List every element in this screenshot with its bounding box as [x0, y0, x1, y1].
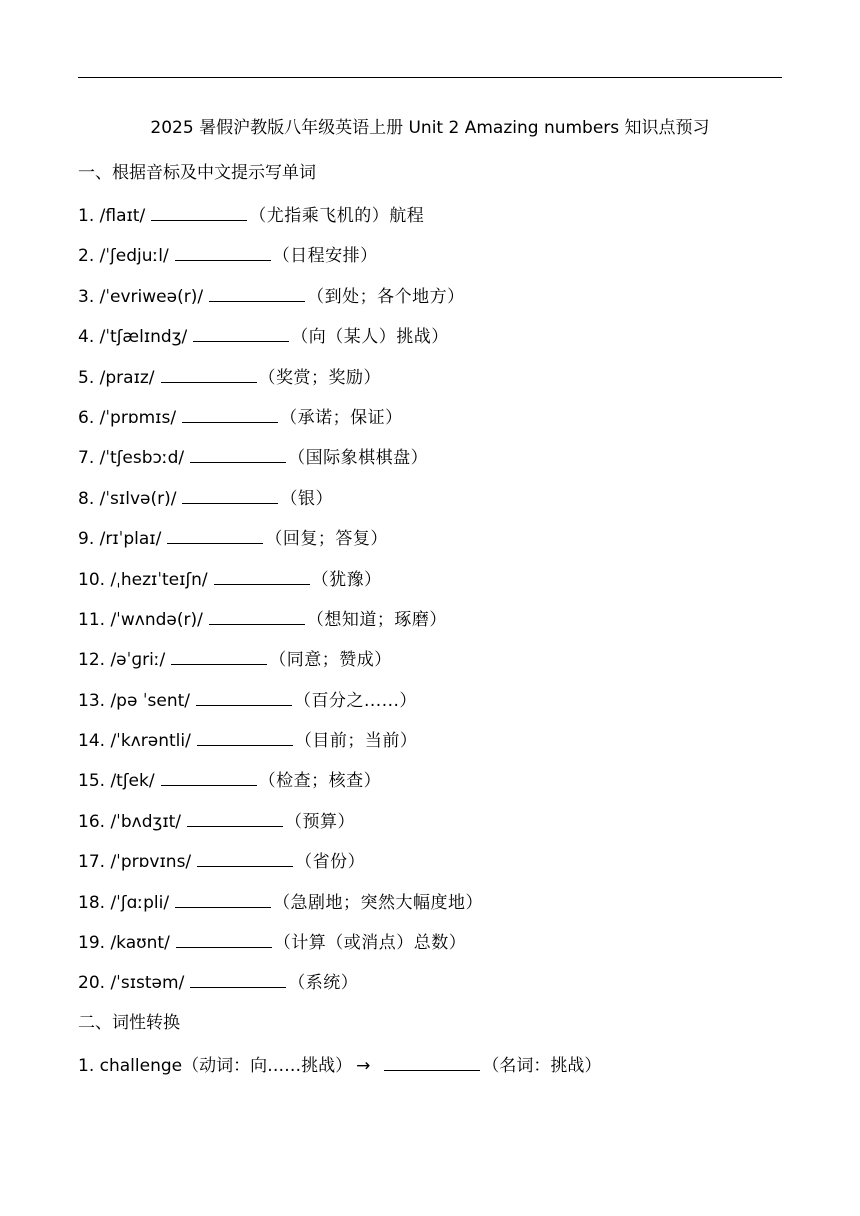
exercise-item — [78, 323, 483, 363]
chinese-hint: （系统） — [288, 973, 359, 994]
phonetic-transcription: /tʃek/ — [110, 771, 155, 792]
answer-blank[interactable] — [214, 566, 310, 585]
phonetic-transcription: /ˈwʌndə(r)/ — [110, 609, 203, 630]
chinese-hint: （预算） — [285, 811, 356, 832]
exercise-item — [78, 889, 483, 929]
phonetic-transcription: /ˈtʃælɪndʒ/ — [99, 327, 188, 348]
exercise-item — [78, 566, 483, 606]
chinese-hint: （省份） — [295, 852, 366, 873]
chinese-hint: （同意；赞成） — [269, 650, 392, 671]
item-number: 18. — [78, 892, 106, 913]
answer-blank[interactable] — [167, 525, 263, 544]
exercise-item — [78, 969, 483, 1009]
answer-blank[interactable] — [176, 929, 272, 948]
item-number: 6. — [78, 407, 95, 428]
phonetic-transcription: /əˈɡriː/ — [110, 650, 166, 671]
chinese-hint: （日程安排） — [272, 246, 378, 267]
exercise-item — [78, 646, 483, 686]
item-number: 7. — [78, 448, 95, 469]
answer-blank[interactable] — [209, 606, 305, 625]
target-hint: （名词：挑战） — [482, 1056, 602, 1076]
chinese-hint: （银） — [280, 488, 333, 509]
answer-blank[interactable] — [182, 404, 278, 423]
chinese-hint: （回复；答复） — [265, 529, 388, 550]
phonetic-transcription: /ˈʃedjuːl/ — [99, 246, 169, 267]
exercise-item — [78, 727, 483, 767]
answer-blank[interactable] — [151, 202, 247, 221]
item-number: 17. — [78, 852, 106, 873]
exercise-item — [78, 687, 483, 727]
item-number: 3. — [78, 286, 95, 307]
exercise-item — [78, 606, 483, 646]
answer-blank[interactable] — [187, 808, 283, 827]
source-word: challenge — [99, 1056, 183, 1076]
chinese-hint: （到处；各个地方） — [307, 286, 465, 307]
item-number: 10. — [78, 569, 106, 590]
chinese-hint: （百分之......） — [294, 690, 417, 711]
answer-blank[interactable] — [190, 969, 286, 988]
answer-blank[interactable] — [175, 889, 271, 908]
chinese-hint: （犹豫） — [311, 569, 382, 590]
document-title: 2025 暑假沪教版八年级英语上册 Unit 2 Amazing numbers 知识点预习 — [150, 118, 710, 138]
phonetic-transcription: /ˈʃɑːpli/ — [110, 892, 170, 913]
phonetic-transcription: /ˈkʌrəntli/ — [110, 731, 191, 752]
conversion-item — [78, 1052, 601, 1078]
answer-blank[interactable] — [196, 687, 292, 706]
chinese-hint: （尤指乘飞机的）航程 — [249, 206, 425, 226]
chinese-hint: （急剧地；突然大幅度地） — [273, 892, 484, 913]
phonetic-transcription: /ˈbʌdʒɪt/ — [110, 811, 182, 832]
item-number: 1. — [78, 1056, 95, 1076]
phonetic-transcription: /pə ˈsent/ — [110, 690, 190, 711]
item-number: 19. — [78, 933, 106, 954]
phonetic-transcription: /ˈprɒmɪs/ — [99, 407, 177, 428]
exercise-item — [78, 242, 483, 282]
item-number: 4. — [78, 327, 95, 348]
section-heading-phonetics: 一、根据音标及中文提示写单词 — [78, 163, 316, 183]
phonetic-transcription: /ˈtʃesbɔːd/ — [99, 448, 185, 469]
phonetic-transcription: /ˈsɪlvə(r)/ — [99, 488, 177, 509]
exercise-item — [78, 767, 483, 807]
exercise-item — [78, 848, 483, 888]
answer-blank[interactable] — [161, 364, 257, 383]
answer-blank[interactable] — [197, 848, 293, 867]
header-rule — [78, 77, 782, 78]
phonetic-transcription: /flaɪt/ — [99, 206, 146, 226]
phonetic-transcription: /ˈevriweə(r)/ — [99, 286, 204, 307]
chinese-hint: （奖赏；奖励） — [258, 367, 382, 388]
answer-blank[interactable] — [190, 444, 286, 463]
source-hint: （动词：向……挑战） — [182, 1056, 353, 1076]
item-number: 9. — [78, 529, 95, 550]
answer-blank[interactable] — [209, 283, 305, 302]
exercise-item — [78, 808, 483, 848]
exercise-item — [78, 364, 483, 404]
phonetic-transcription: /rɪˈplaɪ/ — [99, 529, 162, 550]
phonetic-exercise-list — [78, 202, 483, 1010]
item-number: 20. — [78, 973, 106, 994]
phonetic-transcription: /ˈsɪstəm/ — [110, 973, 185, 994]
chinese-hint: （国际象棋棋盘） — [288, 448, 429, 469]
phonetic-transcription: /ˌhezɪˈteɪʃn/ — [110, 569, 208, 590]
item-number: 8. — [78, 488, 95, 509]
answer-blank[interactable] — [193, 323, 289, 342]
exercise-item — [78, 525, 483, 565]
phonetic-transcription: /kaʊnt/ — [110, 933, 170, 954]
item-number: 11. — [78, 609, 106, 630]
section-heading-word-conversion: 二、词性转换 — [78, 1013, 180, 1033]
phonetic-transcription: /praɪz/ — [99, 367, 155, 388]
right-arrow-icon: → — [356, 1056, 371, 1076]
answer-blank[interactable] — [182, 485, 278, 504]
item-number: 5. — [78, 367, 95, 388]
exercise-item — [78, 404, 483, 444]
exercise-item — [78, 929, 483, 969]
item-number: 12. — [78, 650, 106, 671]
item-number: 1. — [78, 206, 95, 226]
chinese-hint: （想知道；琢磨） — [306, 609, 447, 630]
chinese-hint: （目前；当前） — [294, 731, 418, 752]
chinese-hint: （计算（或消点）总数） — [273, 933, 467, 954]
exercise-item — [78, 485, 483, 525]
item-number: 15. — [78, 771, 106, 792]
answer-blank[interactable] — [175, 242, 271, 261]
answer-blank[interactable] — [384, 1052, 480, 1071]
exercise-item — [78, 283, 483, 323]
chinese-hint: （检查；核查） — [258, 771, 382, 792]
item-number: 2. — [78, 246, 95, 267]
answer-blank[interactable] — [197, 727, 293, 746]
exercise-item — [78, 444, 483, 484]
chinese-hint: （向（某人）挑战） — [291, 327, 449, 348]
item-number: 16. — [78, 811, 106, 832]
item-number: 13. — [78, 690, 106, 711]
chinese-hint: （承诺；保证） — [280, 407, 403, 428]
answer-blank[interactable] — [161, 767, 257, 786]
answer-blank[interactable] — [171, 646, 267, 665]
phonetic-transcription: /ˈprɒvɪns/ — [110, 852, 192, 873]
exercise-item — [78, 202, 483, 242]
item-number: 14. — [78, 731, 106, 752]
